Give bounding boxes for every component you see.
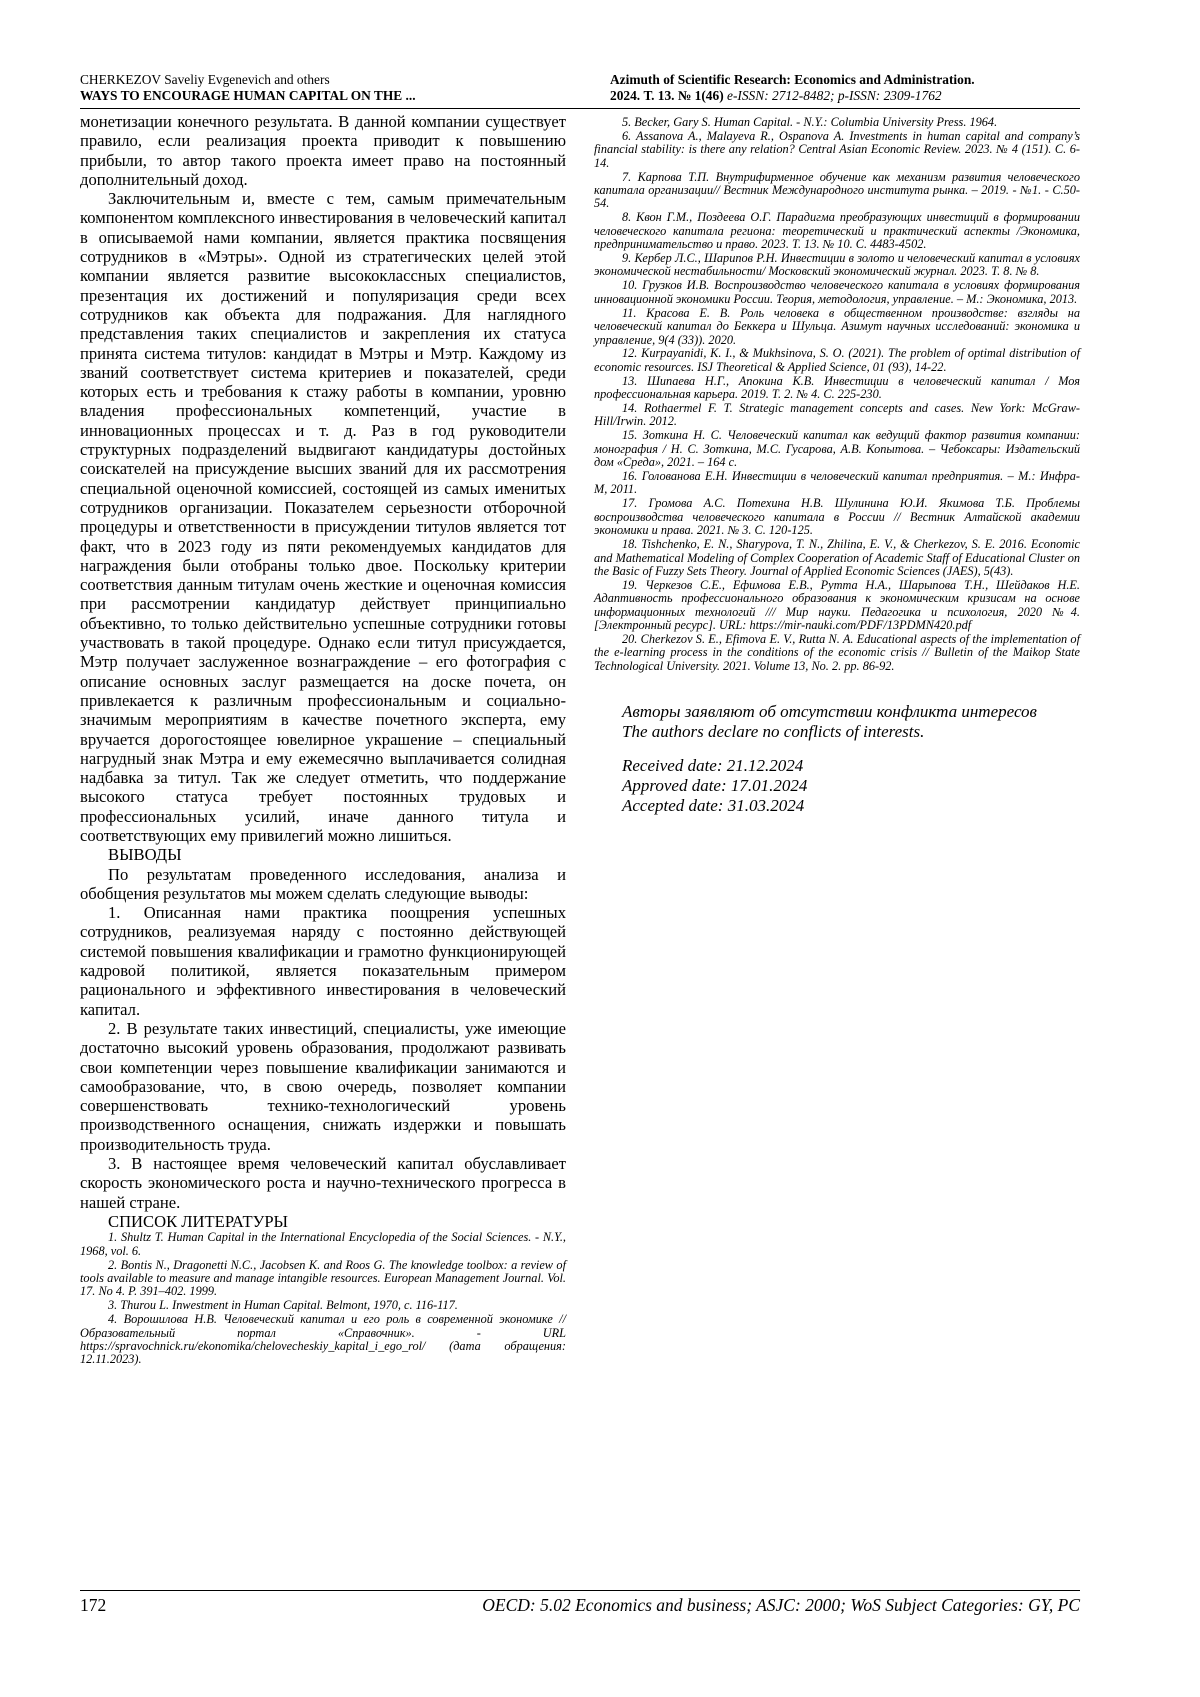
left-column — [80, 112, 566, 1367]
conclusion-item: 1. Описанная нами практика поощрения успешных сотрудников, реализуемая наряду с постоянно действующей системой повышения квалификации и грамотно функционирующей кадровой политикой, является показательным примером рационального и эффективного инвестирования в человеческий капитал. — [80, 903, 566, 1019]
reference-item: 8. Квон Г.М., Поздеева О.Г. Парадигма преобразующих инвестиций в формировании человеческого капитала региона: теоретический и практический аспекты /Экономика, предпринимательство и право. 2023. Т. 13. № 10. С. 4483-4502. — [594, 210, 1080, 252]
paragraph: Заключительным и, вместе с тем, самым примечательным компонентом комплексного инвестирования в человеческий капитал в описываемой нами компании, является практика посвящения сотрудников в «Мэтры». Одной из стратегических целей этой компании является развитие высококлассных специалистов, презентация их достижений и популяризация среди всех сотрудников как объекта для подражания. Для наглядного представления таких специалистов и закрепления их статуса принята система титулов: кандидат в Мэтры и Мэтр. Каждому из званий соответствует система критериев и показателей, среди которых есть и требования к стажу работы в компании, уровню владения профессиональных компетенций, участие в инновационных процессах и т. д. Раз в год руководители структурных подразделений выдвигают кандидатуры достойных соискателей на присуждение высших званий для их рассмотрения специальной оценочной комиссией, состоящей из самых именитых сотрудников организации. Показателем серьезности отборочной процедуры и ответственности в присуждении титулов является тот факт, что в 2023 году из пяти рекомендуемых кандидатов для награждения были отобраны только двое. Поскольку критерии соответствия данным титулам очень жесткие и оценочная комиссия при рассмотрении кандидатур действует принципиально объективно, то только действительно успешные сотрудники готовы участвовать в такой процедуре. Однако если титул присуждается, Мэтр получает заслуженное вознаграждение – его фотография с описание основных заслуг размещается на доске почета, он привлекается к различным профессиональным и социально-значимым мероприятиям в качестве почетного эксперта, ему вручается дорогостоящее ювелирное украшение – специальный нагрудный знак Мэтра и ему ежемесячно выплачивается солидная надбавка за титул. Так же следует отметить, что поддержание высокого статуса требует постоянных трудовых и профессиональных усилий, иначе данного титула и соответствующих ему привилегий можно лишиться. — [80, 189, 566, 845]
header-issue: 2024. Т. 13. № 1(46) — [610, 88, 724, 103]
header-issue-line — [610, 88, 1080, 104]
reference-item: 1. Shultz T. Human Capital in the International Encyclopedia of the Social Sciences. - N.Y., 1968, vol. 6. — [80, 1230, 566, 1258]
spacer — [594, 688, 1080, 702]
conclusions-heading: ВЫВОДЫ — [108, 845, 182, 865]
page-number: 172 — [80, 1595, 107, 1615]
header-title: WAYS TO ENCOURAGE HUMAN CAPITAL ON THE ... — [80, 88, 416, 103]
reference-item: 14. Rothaermel F. T. Strategic management concepts and cases. New York: McGraw-Hill/Irwin. 2012. — [594, 401, 1080, 429]
header-left — [80, 72, 600, 104]
conflict-statement-ru: Авторы заявляют об отсутствии конфликта интересов — [622, 701, 1037, 721]
journal-page — [80, 72, 1080, 1642]
accepted-date: Accepted date: 31.03.2024 — [622, 795, 805, 815]
references-heading: СПИСОК ЛИТЕРАТУРЫ — [108, 1211, 289, 1231]
reference-item: 18. Tishchenko, E. N., Sharypova, T. N., Zhilina, E. V., & Cherkezov, S. E. 2016. Economic and Mathematical Modeling of Complex Cooperation of Academic Staff of Educational Cluster on the Basic of Fuzzy Sets Theory. Journal of Applied Economic Sciences (JAES), 5(43). — [594, 537, 1080, 578]
header-authors: CHERKEZOV Saveliy Evgenevich and others — [80, 72, 330, 87]
reference-item: 17. Громова А.С. Потехина Н.В. Шулинина Ю.И. Якимова Т.Б. Проблемы воспроизводства человеческого капитала в России // Вестник Алтайской академии экономики и права. 2021. № 3. С. 120-125. — [594, 496, 1080, 538]
paragraph: монетизации конечного результата. В данной компании существует правило, если реализация проекта приводит к повышению прибыли, то автор такого проекта имеет право на постоянный дополнительный доход. — [80, 112, 566, 189]
subject-classification: OECD: 5.02 Economics and business; ASJC: 2000; WoS Subject Categories: GY, PC — [482, 1595, 1080, 1615]
reference-item: 3. Thurou L. Inwestment in Human Capital. Belmont, 1970, c. 116-117. — [108, 1298, 458, 1313]
reference-item: 7. Карпова Т.П. Внутрифирменное обучение как механизм развития человеческого капитала организации// Вестник Международного института рынка. – 2019. - №1. - С.50-54. — [594, 169, 1080, 211]
header-issn: e-ISSN: 2712-8482; p-ISSN: 2309-1762 — [723, 88, 942, 103]
reference-item: 11. Красова Е. В. Роль человека в общественном производстве: взгляды на человеческий капитал до Беккера и Шульца. Азимут научных исследований: экономика и управление, 9(4 (33)). 2020. — [594, 305, 1080, 347]
reference-item: 12. Kurpayanidi, K. I., & Mukhsinova, S. O. (2021). The problem of optimal distribution of economic resources. ISJ Theoretical & Applied Science, 01 (93), 14-22. — [594, 346, 1080, 374]
reference-item: 10. Грузков И.В. Воспроизводство человеческого капитала в условиях формирования инновационной экономики России. Теория, методология, управление. – М.: Экономика, 2013. — [594, 278, 1080, 306]
page-footer — [80, 1594, 1080, 1618]
received-date: Received date: 21.12.2024 — [622, 755, 804, 775]
reference-item: 16. Голованова Е.Н. Инвестиции в человеческий капитал предприятия. – М.: Инфра-М, 2011. — [594, 469, 1080, 497]
running-header — [80, 72, 1080, 106]
header-divider — [80, 108, 1080, 109]
reference-item: 15. Зоткина Н. С. Человеческий капитал как ведущий фактор развития компании: монография / Н. С. Зоткина, М.С. Гусарова, А.В. Копытова. – Чебоксары: Издательский дом «Среда», 2021. – 164 с. — [594, 428, 1080, 470]
reference-item: 5. Becker, Gary S. Human Capital. - N.Y.: Columbia University Press. 1964. — [622, 115, 998, 129]
spacer — [594, 742, 1080, 756]
right-column — [594, 116, 1080, 816]
reference-item: 2. Bontis N., Dragonetti N.C., Jacobsen K. and Roos G. The knowledge toolbox: a review of tools available to measure and manage intangible resources. European Management Journal. Vol. 17. No 4. P. 391–402. 1999. — [80, 1257, 566, 1299]
header-right — [610, 72, 1080, 104]
reference-item: 13. Шипаева Н.Г., Апокина К.В. Инвестиции в человеческий капитал / Моя профессиональная карьера. 2019. Т. 2. № 4. С. 225-230. — [594, 373, 1080, 402]
conclusion-intro: По результатам проведенного исследования, анализа и обобщения результатов мы можем сделать следующие выводы: — [80, 864, 566, 903]
reference-item: 20. Cherkezov S. E., Efimova E. V., Rutta N. A. Educational aspects of the implementation of the e-learning process in the conditions of the economic crisis // Bulletin of the Maikop State Technological University. 2021. Volume 13, No. 2. pp. 86-92. — [594, 631, 1080, 673]
reference-item: 4. Ворошилова Н.В. Человеческий капитал и его роль в современной экономике // Образовательный портал «Справочник». - URL https://spravochnick.ru/ekonomika/chelovecheskiy_kapital_i_ego_rol/ (дата обращения: 12.11.2023). — [80, 1312, 566, 1367]
reference-item: 6. Assanova A., Malayeva R., Ospanova A. Investments in human capital and company’s financial stability: is there any relation? Central Asian Economic Review. 2023. № 4 (151). С. 6-14. — [594, 128, 1080, 170]
footer-divider — [80, 1590, 1080, 1591]
conflict-statement-en: The authors declare no conflicts of interests. — [622, 721, 925, 741]
reference-item: 19. Черкезов С.Е., Ефимова Е.В., Рутта Н.А., Шарыпова Т.Н., Шейдаков Н.Е. Адаптивность профессионального образования к экономическим кризисам на основе информационных технологий /// Мир науки. Педагогика и психология, 2020 №4. [Электронный ресурс]. URL: https://mir-nauki.com/PDF/13PDMN420.pdf — [594, 577, 1080, 633]
conclusion-item: 2. В результате таких инвестиций, специалисты, уже имеющие достаточно высокий уровень образования, продолжают развивать свои компетенции через повышение квалификации занимаются и самообразование, что, в свою очередь, позволяет компании совершенствовать технико-технологический уровень производственного оснащения, снижать издержки и повышать производительность труда. — [80, 1018, 566, 1154]
reference-item: 9. Кербер Л.С., Шарипов Р.Н. Инвестиции в золото и человеческий капитал в условиях экономической нестабильности/ Московский экономический журнал. 2023. Т. 8. № 8. — [594, 251, 1080, 279]
approved-date: Approved date: 17.01.2024 — [622, 775, 808, 795]
conclusion-item: 3. В настоящее время человеческий капитал обуславливает скорость экономического роста и научно-технического прогресса в нашей стране. — [80, 1154, 566, 1212]
spacer — [594, 674, 1080, 688]
header-journal: Azimuth of Scientific Research: Economics and Administration. — [610, 72, 975, 87]
